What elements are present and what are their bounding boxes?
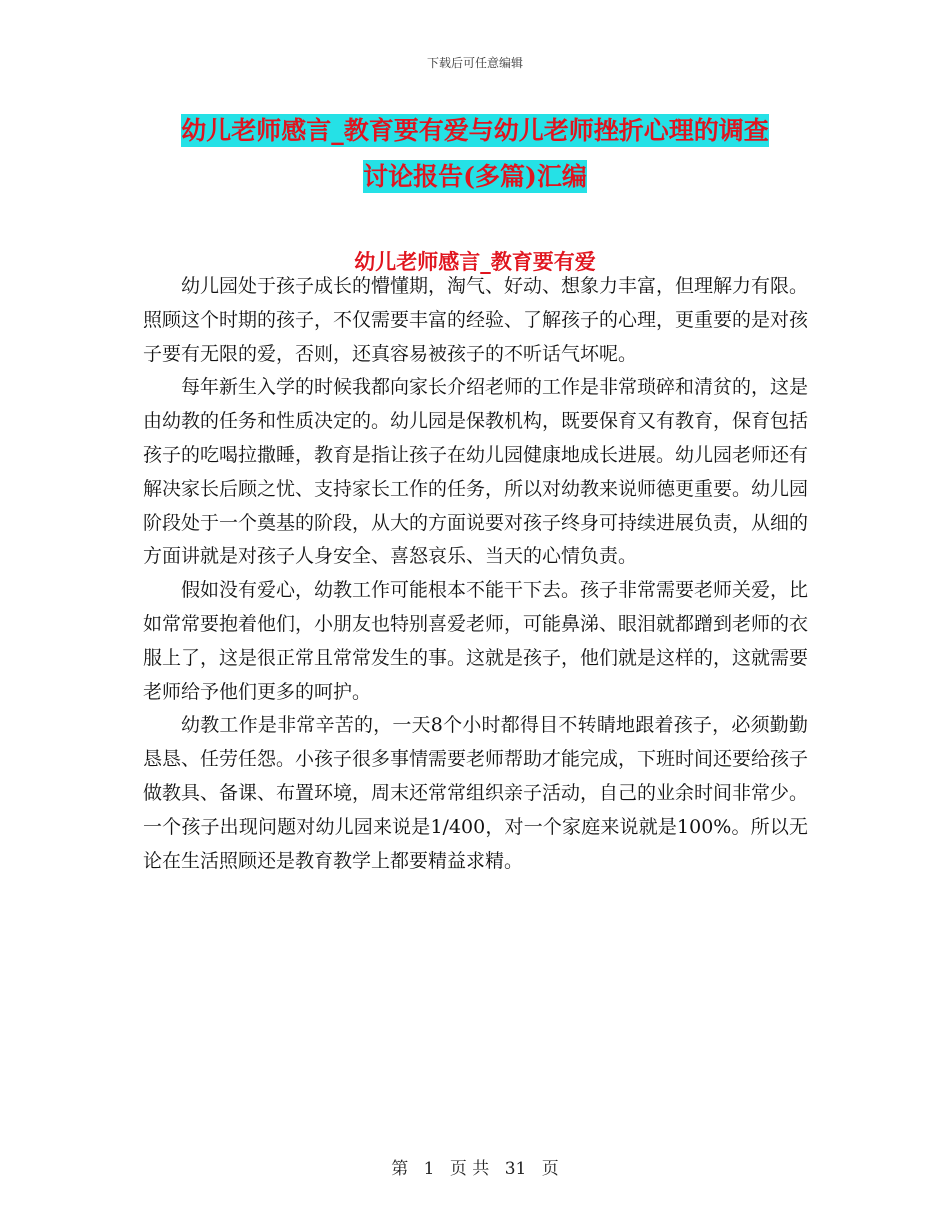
paragraph-2: 每年新生入学的时候我都向家长介绍老师的工作是非常琐碎和清贫的，这是由幼教的任务和性质决定的。幼儿园是保教机构，既要保育又有教育，保育包括孩子的吃喝拉撒睡，教育是指让孩子在幼儿园健康地成长进展。幼儿园老师还有解决家长后顾之忧、支持家长工作的任务，所以对幼教来说师德更重要。幼儿园阶段处于一个奠基的阶段，从大的方面说要对孩子终身可持续进展负责，从细的方面讲就是对孩子人身安全、喜怒哀乐、当天的心情负责。 <box>143 376 809 568</box>
document-title <box>130 108 820 200</box>
paragraph-1: 幼儿园处于孩子成长的懵懂期，淘气、好动、想象力丰富，但理解力有限。照顾这个时期的孩子，不仅需要丰富的经验、了解孩子的心理，更重要的是对孩子要有无限的爱，否则，还真容易被孩子的不听话气坏呢。 <box>143 275 809 365</box>
footer-prefix: 第 <box>391 1159 409 1179</box>
footer-suffix: 页 <box>541 1159 559 1179</box>
section-heading: 幼儿老师感言_教育要有爱 <box>354 249 596 274</box>
article-body <box>143 270 808 878</box>
page-footer <box>0 1154 950 1179</box>
footer-middle: 页 共 <box>449 1159 490 1179</box>
total-pages: 31 <box>504 1159 527 1179</box>
paragraph-3: 假如没有爱心，幼教工作可能根本不能干下去。孩子非常需要老师关爱，比如常常要抱着他们，小朋友也特别喜爱老师，可能鼻涕、眼泪就都蹭到老师的衣服上了，这是很正常且常常发生的事。这就是孩子，他们就是这样的，这就需要老师给予他们更多的呵护。 <box>143 579 809 703</box>
title-line-2: 讨论报告(多篇)汇编 <box>363 162 587 191</box>
paragraph-4: 幼教工作是非常辛苦的，一天8个小时都得目不转睛地跟着孩子，必须勤勤恳恳、任劳任怨。小孩子很多事情需要老师帮助才能完成，下班时间还要给孩子做教具、备课、布置环境，周末还常常组织亲子活动，自己的业余时间非常少。一个孩子出现问题对幼儿园来说是1/400，对一个家庭来说就是100%。所以无论在生活照顾还是教育教学上都要精益求精。 <box>143 714 809 872</box>
title-line-1: 幼儿老师感言_教育要有爱与幼儿老师挫折心理的调查 <box>181 116 769 145</box>
page-number: 1 <box>423 1159 435 1179</box>
header-note: 下载后可任意编辑 <box>426 56 523 70</box>
